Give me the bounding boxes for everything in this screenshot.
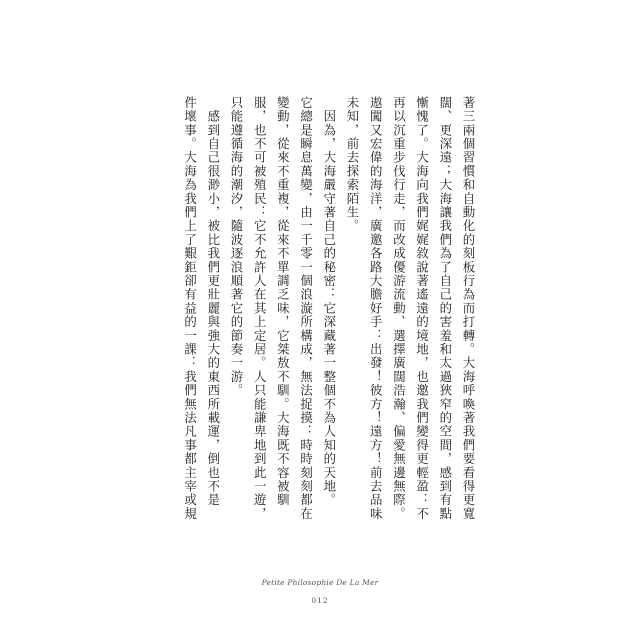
text-column-8: 它總是瞬息萬變，由一千零一個浪漩所構成，無法捉摸：時時刻刻都在	[298, 96, 314, 521]
text-column-3: 慚愧了。大海向我們娓娓敘說著遙遠的境地，也邀我們變得更輕盈：不	[414, 96, 430, 521]
text-column-11: 只能遵循海的潮汐，隨波逐浪順著它的節奏一游。	[228, 96, 244, 398]
text-column-6: 未知，前去探索陌生。	[344, 96, 360, 233]
text-column-5: 遨闖又宏偉的海洋，廣邀各路大膽好手：出發！彼方！遠方！前去品味	[368, 96, 384, 521]
text-column-10: 服，也不可被殖民：它不允許人在其上定居。人只能謙卑地到此一遊，	[252, 96, 268, 521]
text-column-13: 件壞事。大海為我們上了艱鉅卻有益的一課：我們無法凡事都主宰或規	[182, 96, 198, 521]
text-column-4: 再以沉重步伐行走，而改成優游流動、選擇廣闊浩瀚、偏愛無邊無際。	[391, 96, 407, 521]
running-footer-book-title: Petite Philosophie De La Mer	[261, 578, 379, 587]
vertical-text-body	[178, 96, 480, 536]
page-number: 012	[311, 596, 329, 605]
text-column-1: 著三兩個習慣和自動化的刻板行為而打轉。大海呼喚著我們要看得更寬	[461, 96, 476, 521]
text-column-7: 因為，大海嚴守著自己的秘密：它深藏著一整個不為人知的天地。	[321, 96, 337, 507]
text-column-12: 感到自己很渺小，被比我們更壯麗與強大的東西所載運，倒也不是	[205, 96, 221, 507]
text-column-9: 變動，從來不重複，從來不單調乏味，它桀敖不馴。大海既不容被馴	[275, 96, 291, 507]
text-column-2: 闊、更深遠；大海讓我們為了自己的害羞和太過狹窄的空間，感到有點	[437, 96, 453, 521]
